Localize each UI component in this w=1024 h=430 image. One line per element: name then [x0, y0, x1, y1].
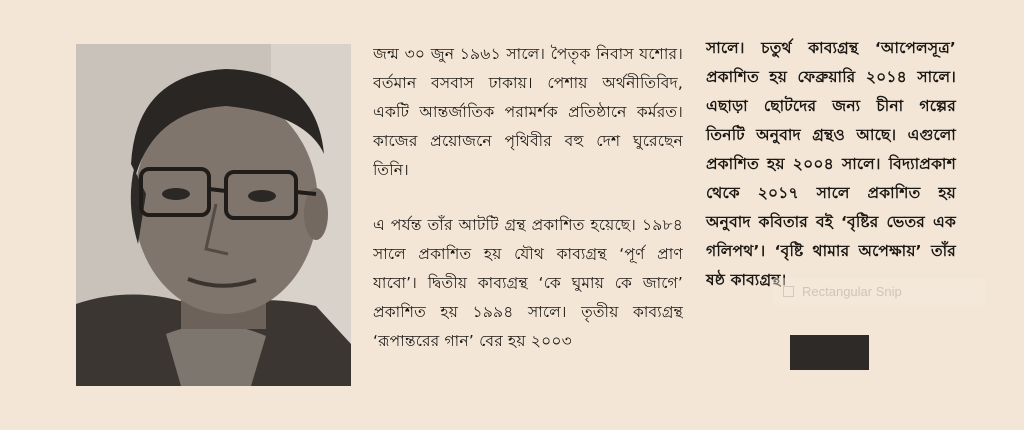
bio-paragraph-works: এ পর্যন্ত তাঁর আটটি গ্রন্থ প্রকাশিত হয়েছে। ১৯৮৪ সালে প্রকাশিত হয় যৌথ কাব্যগ্রন্থ ‘পূর্ণ প্রাণ যাবো’। দ্বিতীয় কাব্যগ্রন্থ ‘কে ঘুমায় কে জাগে’ প্রকাশিত হয় ১৯৯৪ সালে। তৃতীয় কাব্যগ্রন্থ ‘রূপান্তরের গান’ বের হয় ২০০৩ [373, 216, 683, 350]
rectangle-icon [783, 286, 794, 297]
redaction-block [790, 335, 869, 370]
bio-paragraph-birth: জন্ম ৩০ জুন ১৯৬১ সালে। পৈতৃক নিবাস যশোর। বর্তমান বসবাস ঢাকায়। পেশায় অর্থনীতিবিদ, একটি আন্তর্জাতিক পরামর্শক প্রতিষ্ঠানে কর্মরত। কাজের প্রয়োজনে পৃথিবীর বহু দেশ ঘুরেছেন তিনি। [373, 45, 683, 179]
snip-tool-hint[interactable] [773, 278, 985, 305]
bio-column-left [373, 40, 683, 398]
snip-tool-label: Rectangular Snip [802, 284, 902, 299]
bio-paragraph-works-continued: সালে। চতুর্থ কাব্যগ্রন্থ ‘আপেলসূত্র’ প্রকাশিত হয় ফেব্রুয়ারি ২০১৪ সালে। এছাড়া ছোটদের জন্য চীনা গল্পের তিনটি অনুবাদ গ্রন্থও আছে। এগুলো প্রকাশিত হয় ২০০৪ সালে। বিদ্যাপ্রকাশ থেকে ২০১৭ সালে প্রকাশিত হয় অনুবাদ কবিতার বই ‘বৃষ্টির ভেতর এক গলিপথ’। ‘বৃষ্টি থামার অপেক্ষায়’ তাঁর ষষ্ঠ কাব্যগ্রন্থ। [706, 39, 956, 289]
author-photo [76, 44, 351, 386]
